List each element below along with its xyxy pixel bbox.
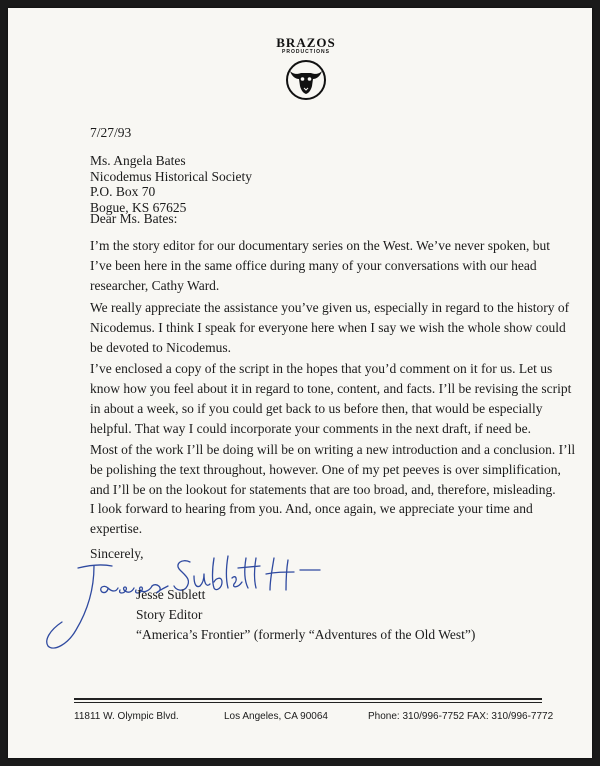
- paragraph-line: Most of the work I’ll be doing will be on writing a new introduction and a conclusion. I’ll: [90, 442, 576, 457]
- footer-divider: [74, 702, 542, 703]
- paragraph-line: know how you feel about it in regard to tone, content, and facts. I’ll be revising the script: [90, 381, 572, 396]
- paragraph-line: Nicodemus. I think I speak for everyone here when I say we wish the whole show could: [90, 320, 566, 335]
- paragraph-line: and I’ll be on the lookout for statements that are too broad, and, therefore, misleading.: [90, 482, 556, 497]
- recipient-organization: Nicodemus Historical Society: [90, 168, 252, 184]
- letterhead: [276, 36, 336, 101]
- paragraph-line: researcher, Cathy Ward.: [90, 278, 220, 293]
- signer-series: “America’s Frontier” (formerly “Adventures of the Old West”): [136, 627, 476, 642]
- salutation: Dear Ms. Bates:: [90, 211, 178, 226]
- paragraph-line: be devoted to Nicodemus.: [90, 340, 231, 355]
- recipient-po-box: P.O. Box 70: [90, 184, 156, 199]
- company-subtitle: PRODUCTIONS: [282, 49, 330, 55]
- bull-skull-icon: [284, 59, 328, 101]
- body-paragraph: [90, 440, 576, 500]
- paragraph-line: We really appreciate the assistance you’ve given us, especially in regard to the history of: [90, 300, 570, 315]
- footer-address: 11811 W. Olympic Blvd.: [74, 711, 179, 722]
- letter-date: 7/27/93: [90, 125, 132, 140]
- signer-name: Jesse Sublett: [136, 587, 206, 602]
- footer-phone-fax: Phone: 310/996-7752 FAX: 310/996-7772: [368, 711, 554, 722]
- paragraph-line: in about a week, so if you could get back to us before then, that would be especially: [90, 401, 543, 416]
- paragraph-line: I’m the story editor for our documentary series on the West. We’ve never spoken, but: [90, 238, 550, 253]
- paragraph-line: helpful. That way I could incorporate your comments in the next draft, if need be.: [90, 421, 531, 436]
- body-paragraph: [90, 359, 572, 439]
- body-paragraph: [90, 236, 560, 296]
- company-name: BRAZOS: [276, 35, 336, 50]
- paragraph-line: I’ve been here in the same office during many of your conversations with our head: [90, 258, 537, 273]
- body-paragraph: [90, 499, 560, 539]
- paragraph-line: be polishing the text throughout, however. One of my pet peeves is over simplification,: [90, 462, 561, 477]
- recipient-name: Ms. Angela Bates: [90, 153, 186, 168]
- letter-page: [8, 8, 592, 758]
- closing: Sincerely,: [90, 546, 144, 561]
- recipient-address: [90, 153, 252, 215]
- signature-block: [136, 585, 475, 645]
- paragraph-line: I look forward to hearing from you. And, once again, we appreciate your time and: [90, 501, 533, 516]
- signer-title: Story Editor: [136, 607, 203, 622]
- recipient-city: Bogue, KS 67625: [90, 199, 187, 215]
- paragraph-line: expertise.: [90, 521, 143, 536]
- body-paragraph: [90, 298, 570, 358]
- footer-divider: [74, 698, 542, 700]
- paragraph-line: I’ve enclosed a copy of the script in the hopes that you’d comment on it for us. Let us: [90, 361, 553, 376]
- footer-city: Los Angeles, CA 90064: [224, 711, 328, 722]
